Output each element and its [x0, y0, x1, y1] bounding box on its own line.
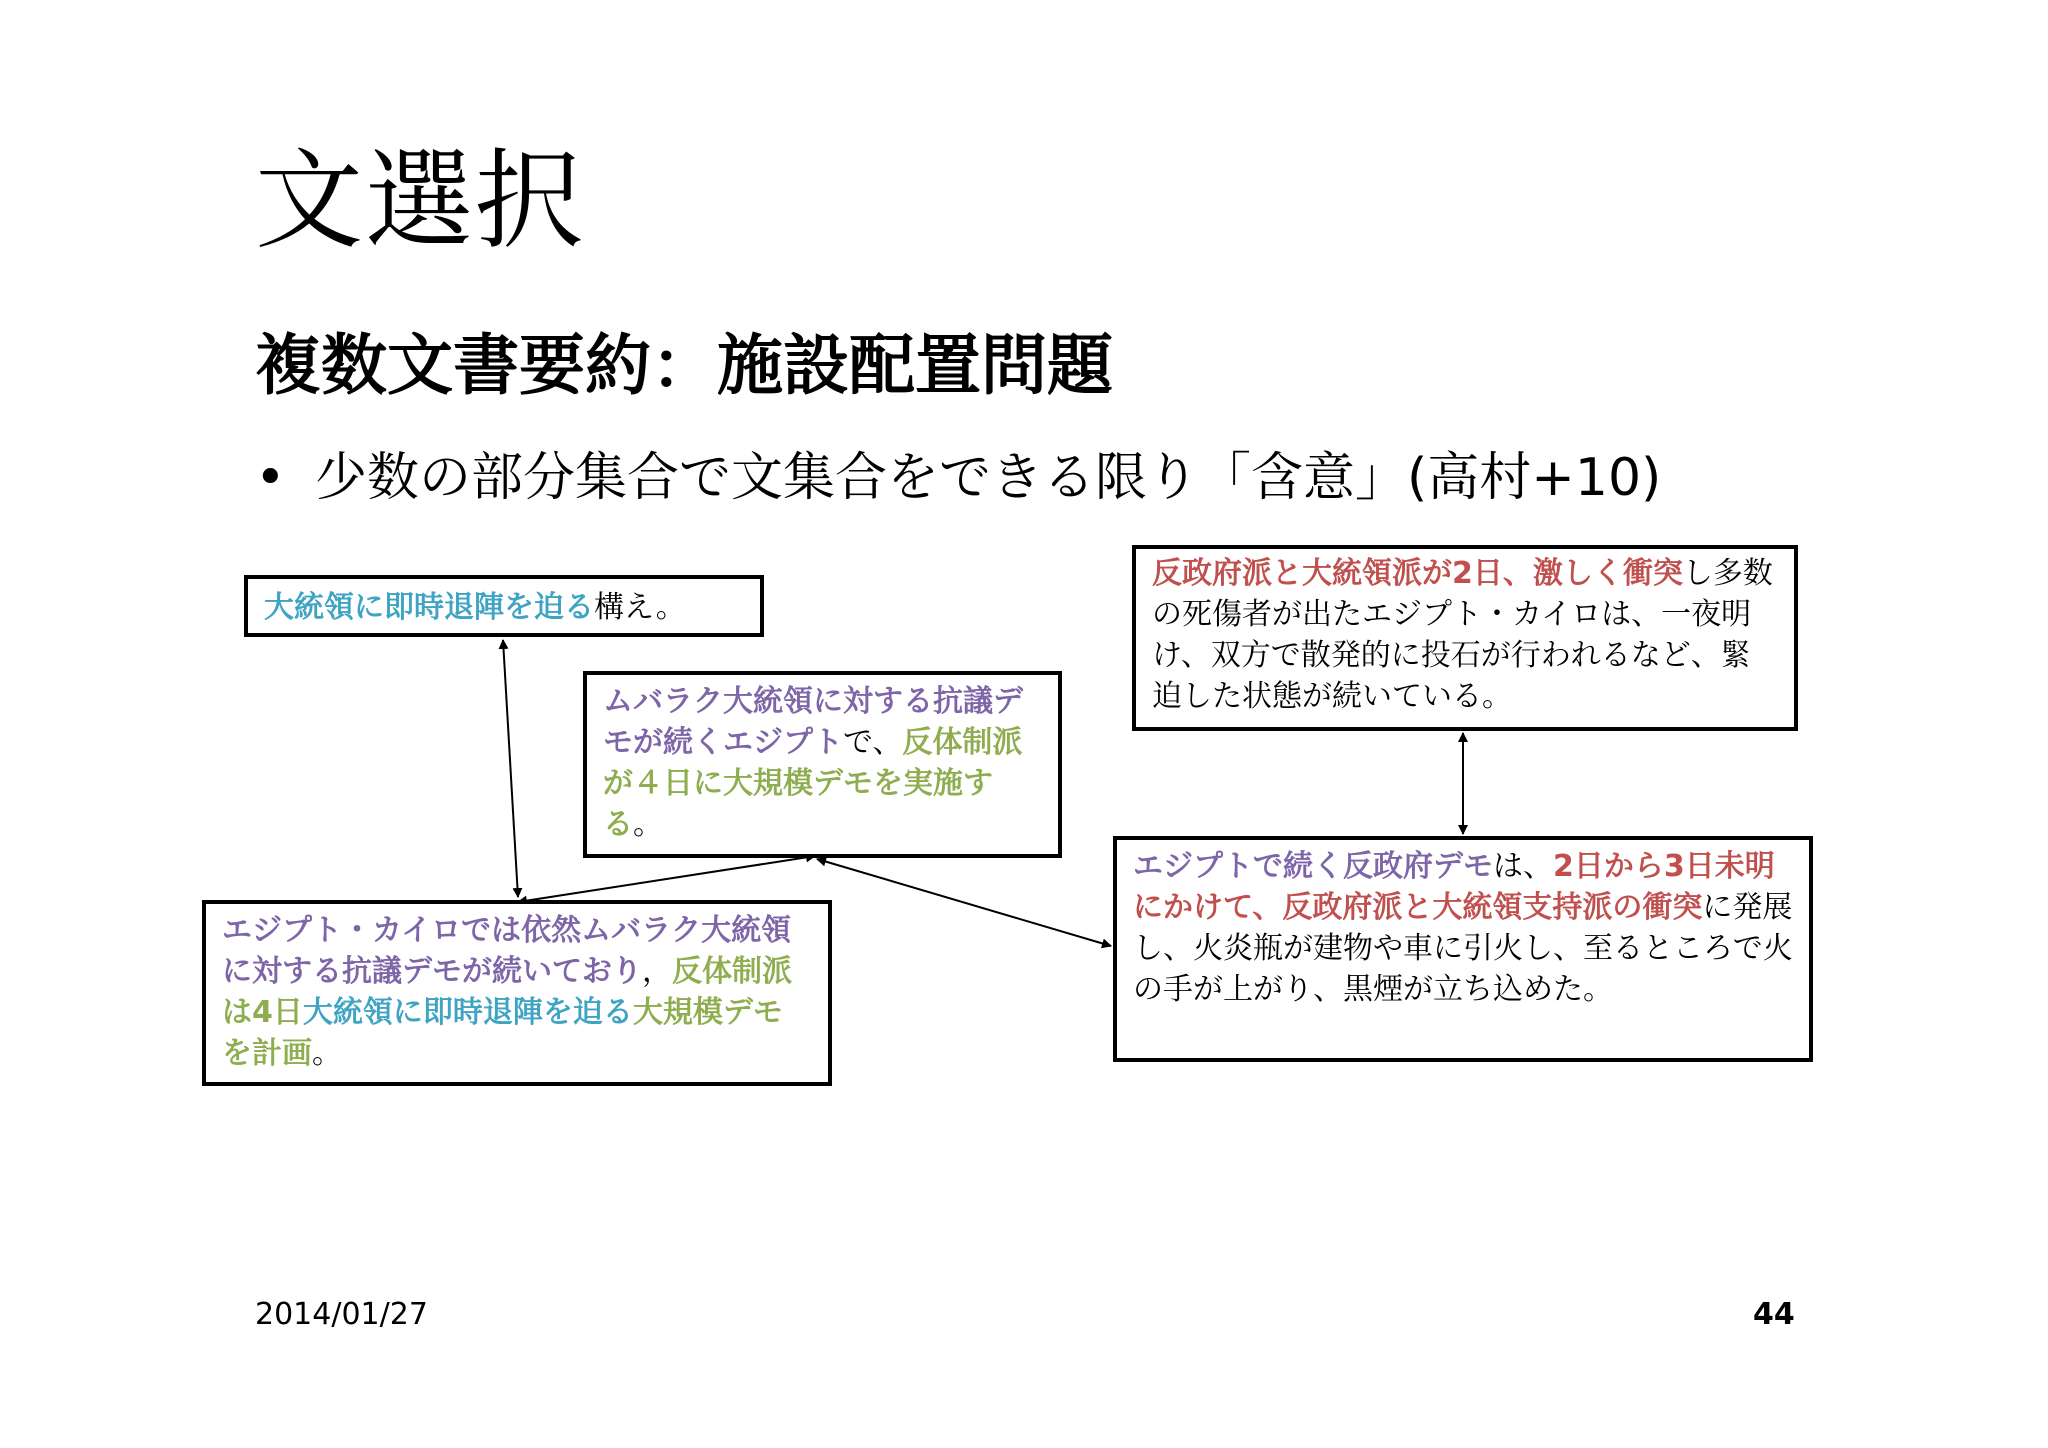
bullet-marker: •: [255, 448, 286, 508]
sentence-box-5: [1113, 836, 1813, 1062]
sentence-segment: 反政府派と大統領派が2日、激しく衝突: [1152, 556, 1683, 591]
sentence-segment: 2日から3日未明にかけて、反政府派と大統領支持派の衝突: [1133, 849, 1775, 925]
sentence-box-4: [1132, 545, 1798, 731]
slide-title: 文選択: [255, 139, 586, 264]
page-number: 44: [1753, 1297, 1795, 1332]
sentence-segment: ，: [642, 954, 672, 989]
arrow-box2-box5: [817, 859, 1111, 946]
sentence-box-3: [202, 900, 832, 1086]
sentence-segment: エジプトで続く反政府デモ: [1133, 849, 1493, 884]
footer-date: 2014/01/27: [255, 1297, 428, 1332]
sentence-segment: で、: [843, 725, 903, 760]
slide-subtitle: 複数文書要約：施設配置問題: [255, 327, 1113, 404]
sentence-segment: は、: [1493, 849, 1553, 884]
sentence-segment: 大統領に即時退陣を迫る: [264, 590, 594, 625]
sentence-segment: 構え。: [594, 590, 686, 625]
sentence-segment: 。: [633, 807, 663, 842]
bullet-text: 少数の部分集合で文集合をできる限り「含意」(高村+10): [315, 448, 1662, 508]
sentence-box-2: [583, 671, 1062, 858]
sentence-segment: 大統領に即時退陣を迫る: [302, 995, 633, 1030]
arrow-box3-box2: [518, 856, 815, 902]
sentence-segment: 反体制派が４日に大規模デモを実施する: [603, 725, 1023, 842]
sentence-segment: 大規模デモを計画: [222, 995, 783, 1071]
arrow-box1-box3: [503, 640, 518, 897]
sentence-segment: に発展し、火炎瓶が建物や車に引火し、至るところで火の手が上がり、黒煙が立ち込めた。: [1133, 890, 1793, 1007]
sentence-box-1: [244, 575, 764, 637]
sentence-segment: ムバラク大統領に対する抗議デモが続くエジプト: [603, 684, 1023, 760]
sentence-segment: 。: [312, 1036, 342, 1071]
sentence-segment: エジプト・カイロでは依然ムバラク大統領に対する抗議デモが続いており: [222, 913, 792, 989]
sentence-segment: し多数の死傷者が出たエジプト・カイロは、一夜明け、双方で散発的に投石が行われるなど、緊迫した状態が続いている。: [1152, 556, 1773, 714]
sentence-segment: 反体制派は4日: [222, 954, 792, 1030]
